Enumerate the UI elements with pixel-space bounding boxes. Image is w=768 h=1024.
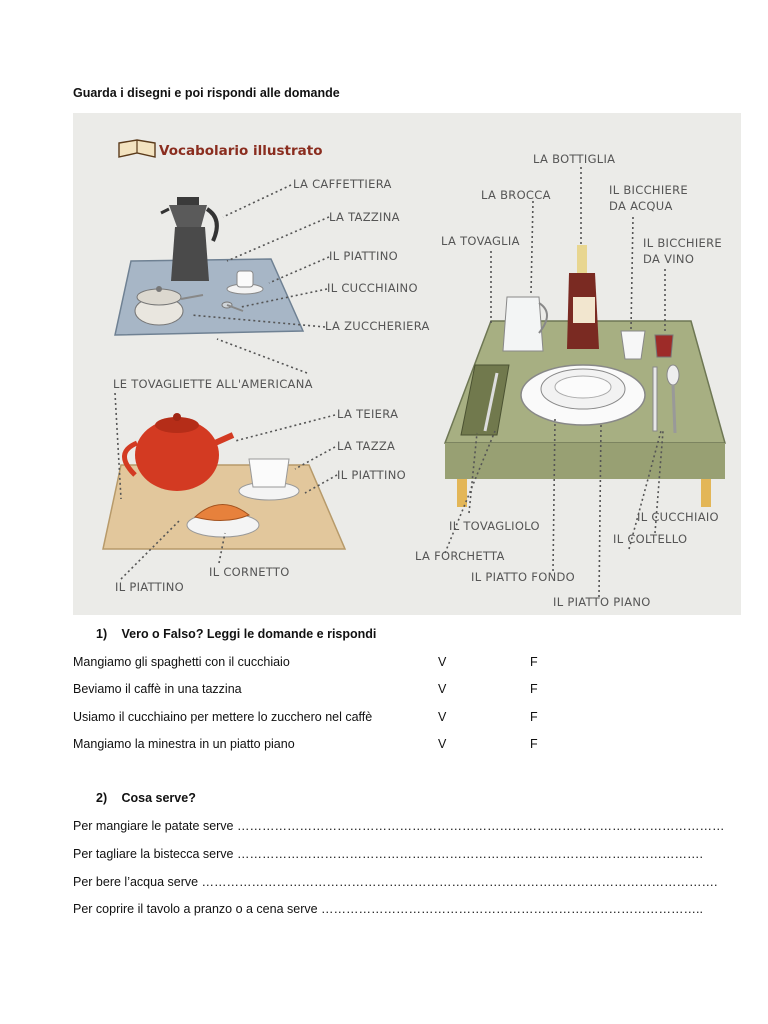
- label-cornetto: IL CORNETTO: [209, 565, 290, 579]
- water-jug-icon: [503, 297, 547, 351]
- fill-in-line-4[interactable]: Per coprire il tavolo a pranzo o a cena serve ………………………………………………………………………………..: [73, 902, 703, 916]
- label-forchetta: LA FORCHETTA: [415, 549, 505, 563]
- statement-3: Usiamo il cucchiaino per mettere lo zucchero nel caffè: [73, 710, 373, 724]
- label-caffettiera: LA CAFFETTIERA: [293, 177, 392, 191]
- section2-number: 2): [96, 791, 108, 805]
- label-tovaglia: LA TOVAGLIA: [441, 234, 520, 248]
- fill-in-line-2[interactable]: Per tagliare la bistecca serve ………………………………………………………………………………………………….: [73, 847, 703, 861]
- label-tazza: LA TAZZA: [337, 439, 396, 453]
- label-piatto-piano: IL PIATTO PIANO: [553, 595, 651, 609]
- label-tovagliette: LE TOVAGLIETTE ALL'AMERICANA: [113, 377, 313, 391]
- section1-heading: [96, 627, 376, 641]
- label-cucchiaio: IL CUCCHIAIO: [637, 510, 719, 524]
- label-bicchiere-vino-2: DA VINO: [643, 252, 695, 266]
- true-option-4[interactable]: V: [438, 737, 447, 751]
- label-zuccheriera: LA ZUCCHERIERA: [325, 319, 430, 333]
- label-teiera: LA TEIERA: [337, 407, 399, 421]
- label-bicchiere-vino-1: IL BICCHIERE: [643, 236, 722, 250]
- label-tazzina: LA TAZZINA: [329, 210, 400, 224]
- knife-icon: [653, 367, 657, 431]
- fill-in-line-3[interactable]: Per bere l’acqua serve …………………………………………………………………………………………………………….: [73, 875, 718, 889]
- fill-in-line-1[interactable]: Per mangiare le patate serve ………………………………………………………………………………………………………: [73, 819, 725, 833]
- label-bottiglia: LA BOTTIGLIA: [533, 152, 616, 166]
- label-bicchiere-acqua-2: DA ACQUA: [609, 199, 673, 213]
- true-option-2[interactable]: V: [438, 682, 447, 696]
- statement-1: Mangiamo gli spaghetti con il cucchiaio: [73, 655, 290, 669]
- false-option-3[interactable]: F: [530, 710, 538, 724]
- label-piattino-croissant: IL PIATTINO: [115, 580, 184, 594]
- label-piattino-top: IL PIATTINO: [329, 249, 398, 263]
- label-brocca: LA BROCCA: [481, 188, 551, 202]
- vocabulary-illustration: [73, 113, 741, 615]
- section2-title: Cosa serve?: [121, 791, 196, 805]
- section1-number: 1): [96, 627, 108, 641]
- label-coltello: IL COLTELLO: [613, 532, 688, 546]
- false-option-4[interactable]: F: [530, 737, 538, 751]
- label-piattino-bottom: IL PIATTINO: [337, 468, 406, 482]
- true-option-3[interactable]: V: [438, 710, 447, 724]
- label-cucchiaino-top: IL CUCCHIAINO: [327, 281, 418, 295]
- water-glass-icon: [621, 331, 645, 359]
- label-bicchiere-acqua-1: IL BICCHIERE: [609, 183, 688, 197]
- wine-glass-icon: [655, 335, 673, 357]
- plates-icon: [521, 365, 645, 425]
- vocabulary-title: Vocabolario illustrato: [159, 143, 323, 159]
- true-option-1[interactable]: V: [438, 655, 447, 669]
- statement-4: Mangiamo la minestra in un piatto piano: [73, 737, 295, 751]
- worksheet-heading: Guarda i disegni e poi rispondi alle domande: [73, 86, 340, 100]
- section1-title: Vero o Falso? Leggi le domande e rispondi: [121, 627, 377, 641]
- false-option-1[interactable]: F: [530, 655, 538, 669]
- label-piatto-fondo: IL PIATTO FONDO: [471, 570, 575, 584]
- false-option-2[interactable]: F: [530, 682, 538, 696]
- label-tovagliolo: IL TOVAGLIOLO: [449, 519, 540, 533]
- section2-heading: [96, 791, 196, 805]
- statement-2: Beviamo il caffè in una tazzina: [73, 682, 242, 696]
